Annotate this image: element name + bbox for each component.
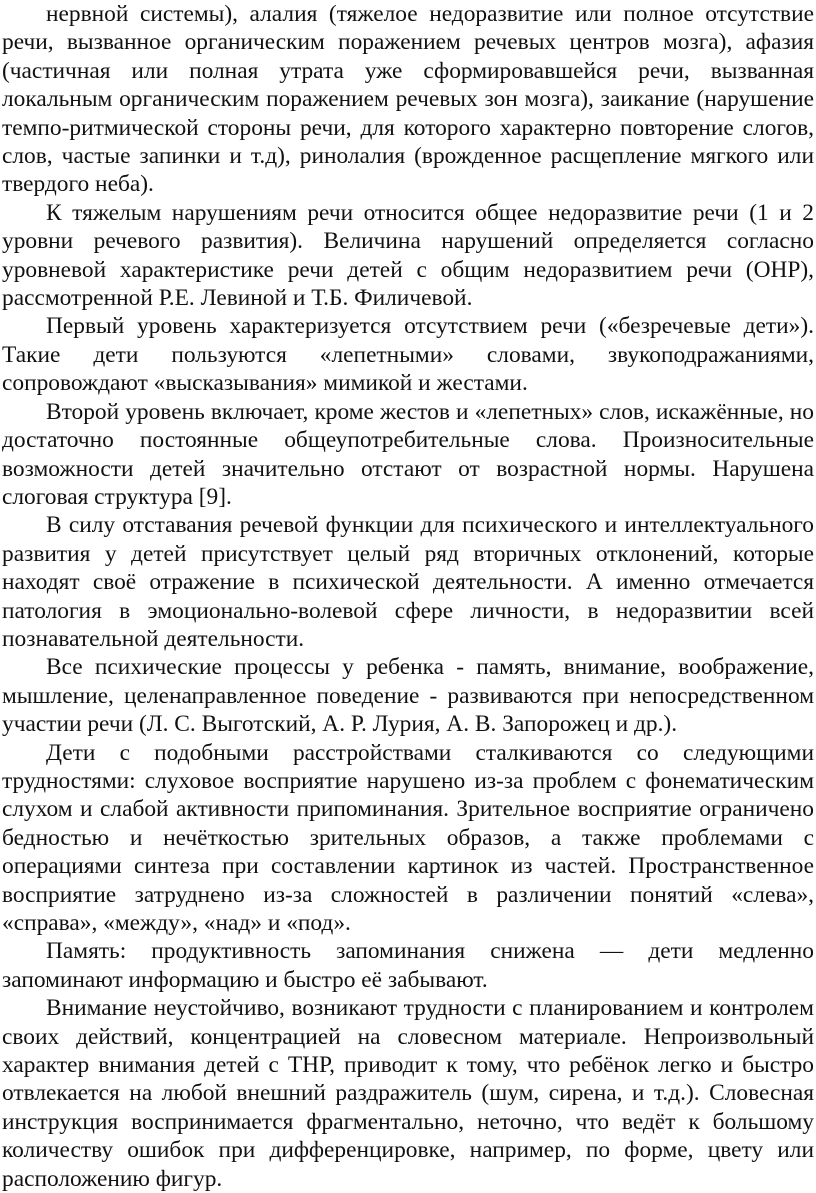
paragraph-1: нервной системы), алалия (тяжелое недоразвитие или полное отсутствие речи, вызванное органическим поражением речевых центров мозга), афазия (частичная или полная утрата уже сформировавшейся речи, вызванная локальным органическим поражением речевых зон мозга), заикание (нарушение темпо-ритмической стороны речи, для которого характерно повторение слогов, слов, частые запинки и т.д), ринолалия (врожденное расщепление мягкого или твердого неба). [2, 1, 814, 198]
paragraph-3: Первый уровень характеризуется отсутствием речи («безречевые дети»). Такие дети пользуются «лепетными» словами, звукоподражаниями, сопровождают «высказывания» мимикой и жестами. [2, 313, 814, 397]
paragraph-4: Второй уровень включает, кроме жестов и «лепетных» слов, искажённые, но достаточно постоянные общеупотребительные слова. Произносительные возможности детей значительно отстают от возрастной нормы. Нарушена слоговая структура [9]. [2, 398, 814, 510]
paragraph-5: В силу отставания речевой функции для психического и интеллектуального развития у детей присутствует целый ряд вторичных отклонений, которые находят своё отражение в психической деятельности. А именно отмечается патология в эмоционально-волевой сфере личности, в недоразвитии всей познавательной деятельности. [2, 512, 814, 652]
document-body [2, 0, 814, 1193]
paragraph-8: Память: продуктивность запоминания снижена — дети медленно запоминают информацию и быстро её забывают. [2, 938, 814, 993]
paragraph-2: К тяжелым нарушениям речи относится общее недоразвитие речи (1 и 2 уровни речевого развития). Величина нарушений определяется согласно уровневой характеристике речи детей с общим недоразвитием речи (ОНР), рассмотренной Р.Е. Левиной и Т.Б. Филичевой. [2, 199, 814, 312]
paragraph-6: Все психические процессы у ребенка - память, внимание, воображение, мышление, целенаправленное поведение - развиваются при непосредственном участии речи (Л. С. Выготский, А. Р. Лурия, А. В. Запорожец и др.). [2, 654, 814, 738]
paragraph-7: Дети с подобными расстройствами сталкиваются со следующими трудностями: слуховое восприятие нарушено из-за проблем с фонематическим слухом и слабой активности припоминания. Зрительное восприятие ограничено бедностью и нечёткостью зрительных образов, а также проблемами с операциями синтеза при составлении картинок из частей. Пространственное восприятие затруднено из-за сложностей в различении понятий «слева», «справа», «между», «над» и «под». [2, 739, 814, 936]
paragraph-9: Внимание неустойчиво, возникают трудности с планированием и контролем своих действий, концентрацией на словесном материале. Непроизвольный характер внимания детей с ТНР, приводит к тому, что ребёнок легко и быстро отвлекается на любой внешний раздражитель (шум, сирена, и т.д.). Словесная инструкция воспринимается фрагментально, неточно, что ведёт к большому количеству ошибок при дифференцировке, например, по форме, цвету или расположению фигур. [2, 995, 814, 1192]
